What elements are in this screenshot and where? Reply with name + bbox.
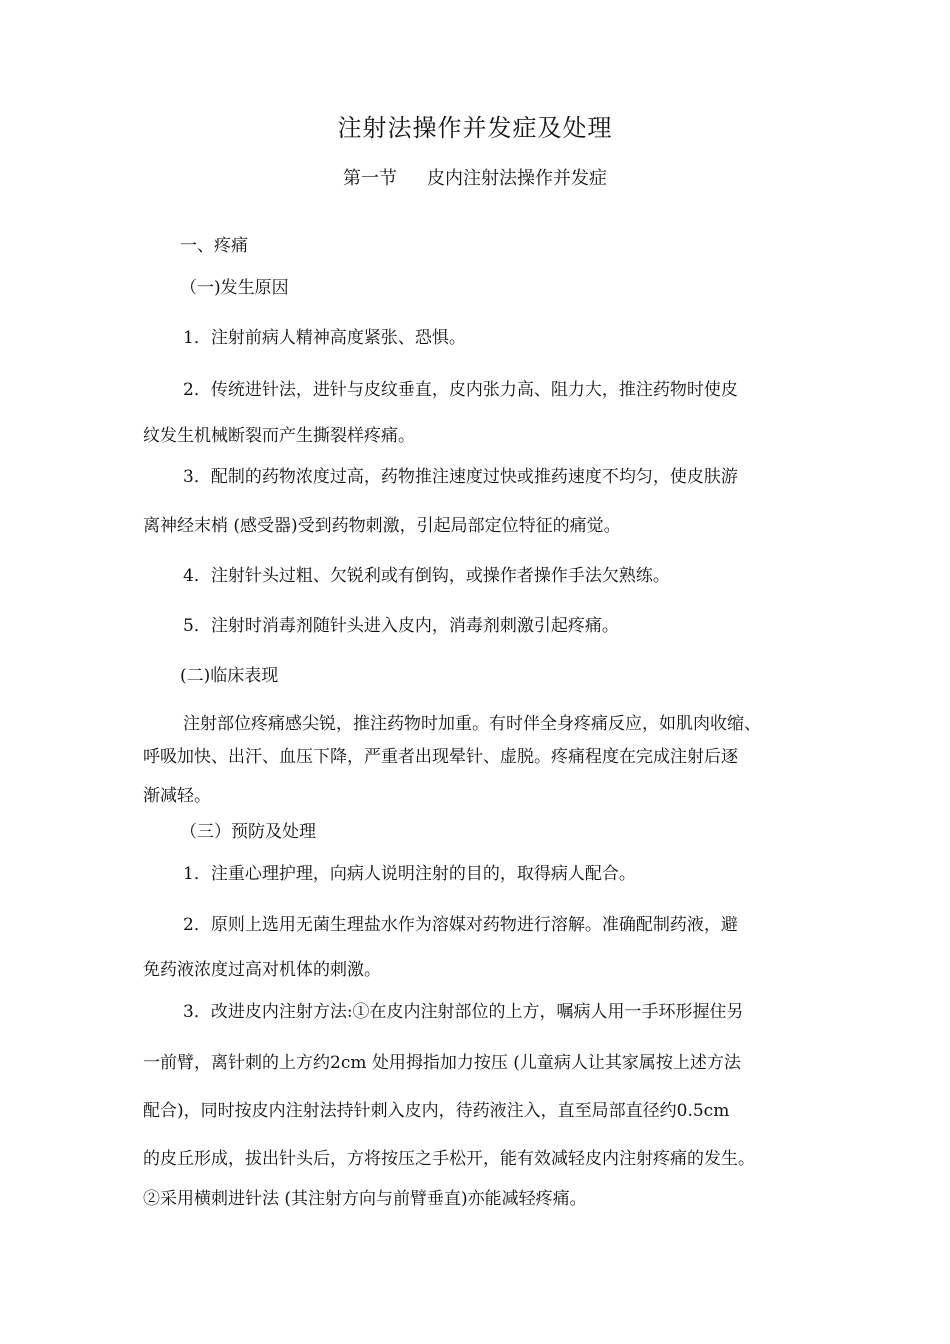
paragraph-line: 一前臂，离针刺的上方约2cm 处用拇指加力按压 (儿童病人让其家属按上述方法 xyxy=(143,1053,741,1073)
section-heading xyxy=(0,164,950,190)
paragraph-line: 离神经末梢 (感受器)受到药物刺激，引起局部定位特征的痛觉。 xyxy=(143,516,621,536)
paragraph-line: 的皮丘形成，拔出针头后，方将按压之手松开，能有效减轻皮内注射疼痛的发生。 xyxy=(143,1149,755,1169)
paragraph-line: 4．注射针头过粗、欠锐利或有倒钩，或操作者操作手法欠熟练。 xyxy=(183,566,670,586)
paragraph-line: 注射部位疼痛感尖锐，推注药物时加重。有时伴全身疼痛反应，如肌肉收缩、 xyxy=(183,714,761,734)
paragraph-line: 5．注射时消毒剂随针头进入皮内，消毒剂刺激引起疼痛。 xyxy=(183,616,619,636)
subheading-prevention: （三）预防及处理 xyxy=(180,822,316,842)
paragraph-line: 1．注射前病人精神高度紧张、恐惧。 xyxy=(183,328,466,348)
paragraph-line: 配合)，同时按皮内注射法持针刺入皮内，待药液注入，直至局部直径约0.5cm xyxy=(143,1101,730,1121)
paragraph-line: 呼吸加快、出汗、血压下降，严重者出现晕针、虚脱。疼痛程度在完成注射后逐 xyxy=(143,747,738,767)
paragraph-line: 3．改进皮内注射方法:①在皮内注射部位的上方，嘱病人用一手环形握住另 xyxy=(183,1002,744,1022)
paragraph-line: 3．配制的药物浓度过高，药物推注速度过快或推药速度不均匀，使皮肤游 xyxy=(183,467,738,487)
paragraph-line: 纹发生机械断裂而产生撕裂样疼痛。 xyxy=(143,426,415,446)
heading-pain: 一、疼痛 xyxy=(180,236,248,256)
subheading-clinical: (二)临床表现 xyxy=(180,666,279,686)
subheading-causes: （一)发生原因 xyxy=(180,278,289,298)
paragraph-line: 渐减轻。 xyxy=(143,786,211,806)
section-number: 第一节 xyxy=(343,168,397,189)
paragraph-line: 免药液浓度过高对机体的刺激。 xyxy=(143,960,381,980)
paragraph-line: ②采用横刺进针法 (其注射方向与前臂垂直)亦能减轻疼痛。 xyxy=(143,1189,587,1209)
paragraph-line: 2．原则上选用无菌生理盐水作为溶媒对药物进行溶解。准确配制药液，避 xyxy=(183,915,738,935)
section-title: 皮内注射法操作并发症 xyxy=(427,168,607,189)
paragraph-line: 2．传统进针法，进针与皮纹垂直，皮内张力高、阻力大，推注药物时使皮 xyxy=(183,380,738,400)
paragraph-line: 1．注重心理护理，向病人说明注射的目的，取得病人配合。 xyxy=(183,864,636,884)
document-title: 注射法操作并发症及处理 xyxy=(337,114,613,142)
